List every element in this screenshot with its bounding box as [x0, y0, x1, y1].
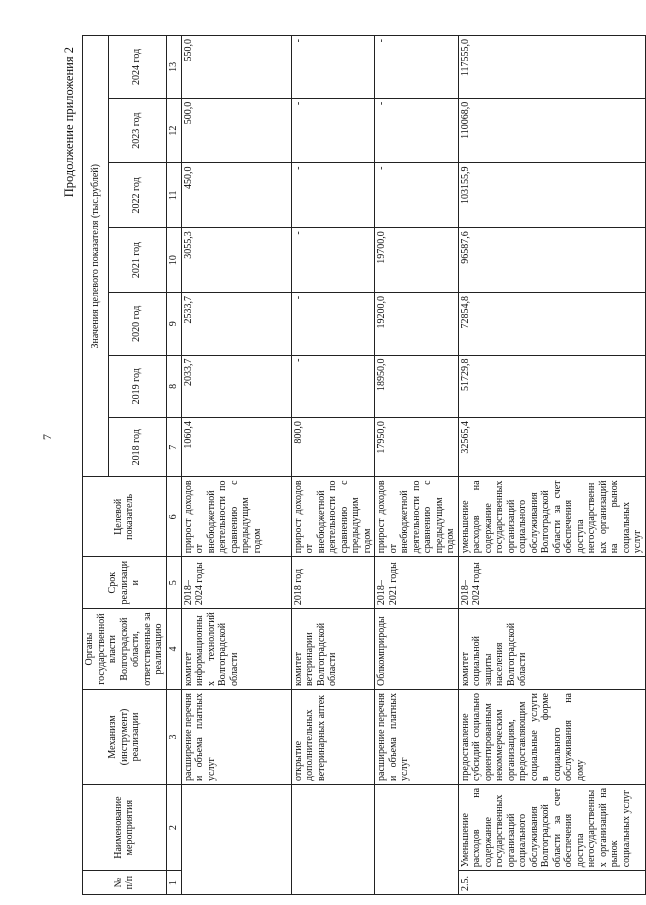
row-value: - — [375, 98, 459, 163]
header-year: 2023 год — [108, 98, 166, 163]
header-year: 2020 год — [108, 292, 166, 355]
header-mechanism: Механизм (инструмент) реализации — [83, 690, 167, 785]
header-year: 2022 год — [108, 163, 166, 228]
row-name — [375, 784, 459, 870]
row-organs: комитет информационных технологий Волгоградской области — [181, 609, 291, 690]
header-values-group: Значения целевого показателя (тыс.рублей) — [83, 36, 109, 477]
row-no — [375, 871, 459, 895]
row-value: - — [291, 36, 375, 99]
row-target: прирост доходов от внебюджетной деятельности по сравнению с предыдущим годом — [181, 477, 291, 557]
column-number: 10 — [166, 228, 181, 293]
column-number: 5 — [166, 557, 181, 609]
row-value: 3055,3 — [181, 228, 291, 293]
table-row — [291, 36, 375, 895]
table-row — [181, 36, 291, 895]
row-mechanism: предоставление субсидий социально ориентированным некоммерческим организациям, предоставляющим социальные услуги в форме социального обслуживания на дому — [458, 690, 645, 785]
row-mechanism: расширение перечня и объема платных услуг — [181, 690, 291, 785]
header-year: 2018 год — [108, 418, 166, 477]
row-value: 18950,0 — [375, 355, 459, 418]
table-row — [375, 36, 459, 895]
header-year: 2024 год — [108, 36, 166, 99]
target-indicators-table — [82, 35, 646, 895]
row-value: - — [291, 163, 375, 228]
column-number: 7 — [166, 418, 181, 477]
column-number: 3 — [166, 690, 181, 785]
row-value: 51729,8 — [458, 355, 645, 418]
row-no — [181, 871, 291, 895]
row-no: 2.5. — [458, 871, 645, 895]
header-target: Целевой показатель — [83, 477, 167, 557]
rotated-page — [62, 35, 643, 895]
row-no — [291, 871, 375, 895]
row-mechanism: расширение перечня и объема платных услуг — [375, 690, 459, 785]
column-number: 2 — [166, 784, 181, 870]
row-value: - — [291, 292, 375, 355]
row-value: 72854,8 — [458, 292, 645, 355]
row-value: 17950,0 — [375, 418, 459, 477]
header-organs: Органы государственной власти Волгоградской области, ответственные за реализацию — [83, 609, 167, 690]
row-term: 2018–2024 годы — [181, 557, 291, 609]
row-value: 19700,0 — [375, 228, 459, 293]
header-term: Срок реализации — [83, 557, 167, 609]
row-value: 19200,0 — [375, 292, 459, 355]
row-value: 500,0 — [181, 98, 291, 163]
column-number: 11 — [166, 163, 181, 228]
row-name: Уменьшение расходов на содержание государственных организаций социального обслуживания Волгоградской области за счет обеспечения доступа негосударственных организаций на рынок социальных услуг — [458, 784, 645, 870]
table-row — [458, 36, 645, 895]
column-number: 6 — [166, 477, 181, 557]
row-target: прирост доходов от внебюджетной деятельности по сравнению с предыдущим годом — [375, 477, 459, 557]
row-term: 2018–2021 годы — [375, 557, 459, 609]
row-organs: комитет ветеринарии Волгоградской области — [291, 609, 375, 690]
column-number: 4 — [166, 609, 181, 690]
row-value: 2033,7 — [181, 355, 291, 418]
table-caption: Продолжение приложения 2 — [62, 47, 76, 198]
row-term: 2018–2024 годы — [458, 557, 645, 609]
row-target: уменьшение расходов на содержание государственных организаций социального обслуживания Волгоградской области за счет обеспечения доступа негосударственных организаций на рынок социальных услуг — [458, 477, 645, 557]
row-target: прирост доходов от внебюджетной деятельности по сравнению с предыдущим годом — [291, 477, 375, 557]
row-organs: Облкомприроды — [375, 609, 459, 690]
row-value: 2533,7 — [181, 292, 291, 355]
row-value: - — [291, 228, 375, 293]
row-value: 103155,9 — [458, 163, 645, 228]
row-value: - — [375, 163, 459, 228]
row-value: 110068,0 — [458, 98, 645, 163]
row-value: 1060,4 — [181, 418, 291, 477]
column-number: 13 — [166, 36, 181, 99]
column-number: 1 — [166, 871, 181, 895]
header-name: Наименование мероприятия — [83, 784, 167, 870]
page-number: 7 — [40, 434, 54, 440]
row-value: 117555,0 — [458, 36, 645, 99]
column-number: 12 — [166, 98, 181, 163]
column-number: 9 — [166, 292, 181, 355]
row-value: - — [375, 36, 459, 99]
row-value: 96587,6 — [458, 228, 645, 293]
header-year: 2019 год — [108, 355, 166, 418]
row-value: - — [291, 98, 375, 163]
row-organs: комитет социальной защиты населения Волгоградской области — [458, 609, 645, 690]
header-year: 2021 год — [108, 228, 166, 293]
row-term: 2018 год — [291, 557, 375, 609]
row-value: 800,0 — [291, 418, 375, 477]
header-no: № п/п — [83, 871, 167, 895]
row-mechanism: открытие дополнительных ветеринарных аптек — [291, 690, 375, 785]
row-value: - — [291, 355, 375, 418]
row-value: 550,0 — [181, 36, 291, 99]
row-name — [291, 784, 375, 870]
row-value: 32565,4 — [458, 418, 645, 477]
column-number: 8 — [166, 355, 181, 418]
row-name — [181, 784, 291, 870]
column-numbers-row — [166, 36, 181, 895]
row-value: 450,0 — [181, 163, 291, 228]
